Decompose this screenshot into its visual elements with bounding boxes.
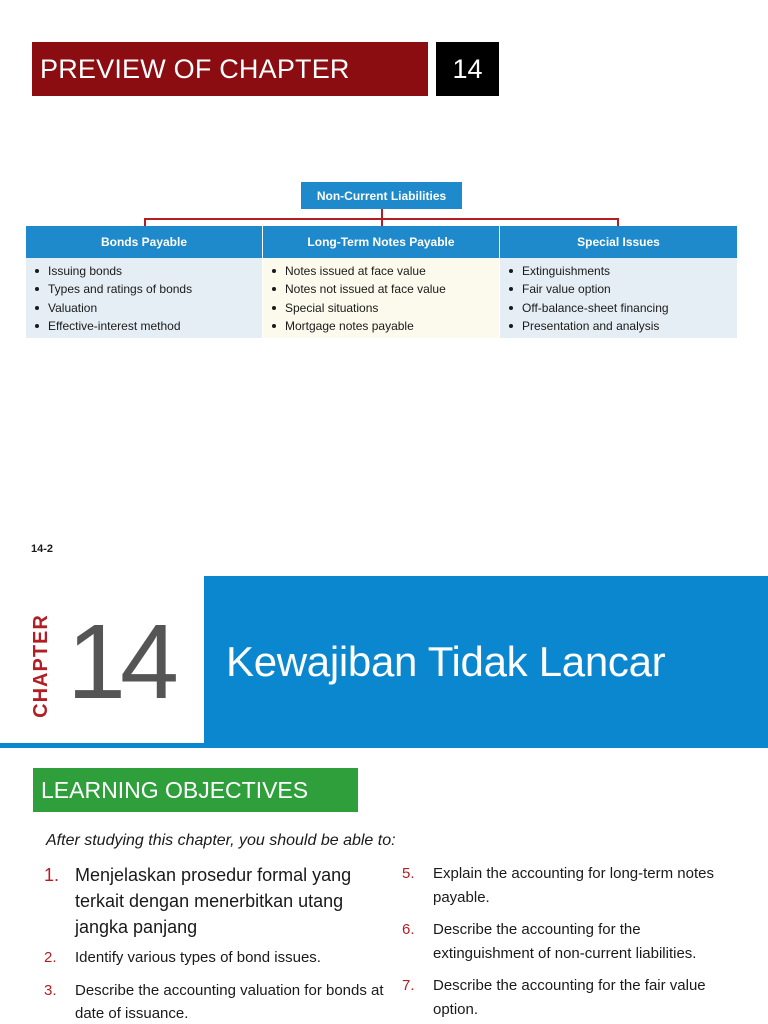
chapter-vertical-label: CHAPTER [29, 614, 52, 718]
org-list-item: Types and ratings of bonds [32, 280, 262, 298]
learning-objectives-intro: After studying this chapter, you should be able to: [46, 832, 396, 849]
learning-objectives-title: LEARNING OBJECTIVES [41, 776, 309, 803]
org-column-heading: Bonds Payable [26, 226, 262, 258]
objective-number: 1. [44, 865, 60, 885]
preview-chapter-banner [32, 42, 428, 96]
org-list-item: Fair value option [506, 280, 737, 298]
chapter-number: 14 [452, 53, 483, 84]
list-item [44, 946, 384, 970]
objective-text: Menjelaskan prosedur formal yang terkait dengan menerbitkan utang jangka panjang [75, 865, 352, 937]
chapter-title-panel [204, 576, 768, 748]
learning-objectives-banner [33, 768, 358, 812]
org-list-item: Off-balance-sheet financing [506, 299, 737, 317]
objectives-list-left [44, 862, 384, 1024]
org-list-item: Effective-interest method [32, 317, 262, 335]
divider [0, 743, 204, 748]
objective-text: Describe the accounting valuation for bonds at date of issuance. [75, 981, 384, 1022]
org-column-heading: Special Issues [500, 226, 737, 258]
org-column-list [500, 258, 737, 338]
org-column-special-issues [500, 226, 737, 340]
org-list-item: Valuation [32, 299, 262, 317]
org-column-list [263, 258, 499, 338]
list-item [44, 862, 384, 940]
org-list-item: Presentation and analysis [506, 317, 737, 335]
org-list-item: Special situations [269, 299, 499, 317]
org-column-heading: Long-Term Notes Payable [263, 226, 499, 258]
org-column-long-term-notes-payable [263, 226, 499, 340]
objective-text: Explain the accounting for long-term notes payable. [433, 865, 714, 906]
list-item [402, 974, 742, 1021]
objective-number: 3. [44, 981, 57, 999]
objective-number: 5. [402, 865, 415, 882]
org-root-node: Non-Current Liabilities [301, 182, 462, 209]
org-list-item: Mortgage notes payable [269, 317, 499, 335]
objective-text: Describe the accounting for the fair value option. [433, 977, 706, 1018]
objective-number: 6. [402, 921, 415, 938]
org-list-item: Notes issued at face value [269, 262, 499, 280]
org-list-item: Issuing bonds [32, 262, 262, 280]
list-item [44, 979, 384, 1024]
chapter-number-box [436, 42, 499, 96]
objective-number: 2. [44, 949, 57, 966]
objective-text: Identify various types of bond issues. [75, 949, 321, 966]
chapter-title: Kewajiban Tidak Lancar [226, 638, 666, 685]
objectives-list-right [402, 862, 742, 1024]
chapter-overview-chart [26, 182, 737, 340]
list-item [402, 918, 742, 965]
org-list-item: Extinguishments [506, 262, 737, 280]
objective-number: 7. [402, 977, 415, 994]
slide-page-number: 14-2 [31, 543, 54, 555]
org-list-item: Notes not issued at face value [269, 280, 499, 298]
chapter-large-number: 14 [67, 603, 173, 721]
list-item [402, 862, 742, 909]
org-column-bonds-payable [26, 226, 262, 340]
org-column-list [26, 258, 262, 338]
objective-text: Describe the accounting for the extinguishment of non-current liabilities. [433, 921, 697, 962]
preview-banner-title: PREVIEW OF CHAPTER [40, 53, 350, 84]
